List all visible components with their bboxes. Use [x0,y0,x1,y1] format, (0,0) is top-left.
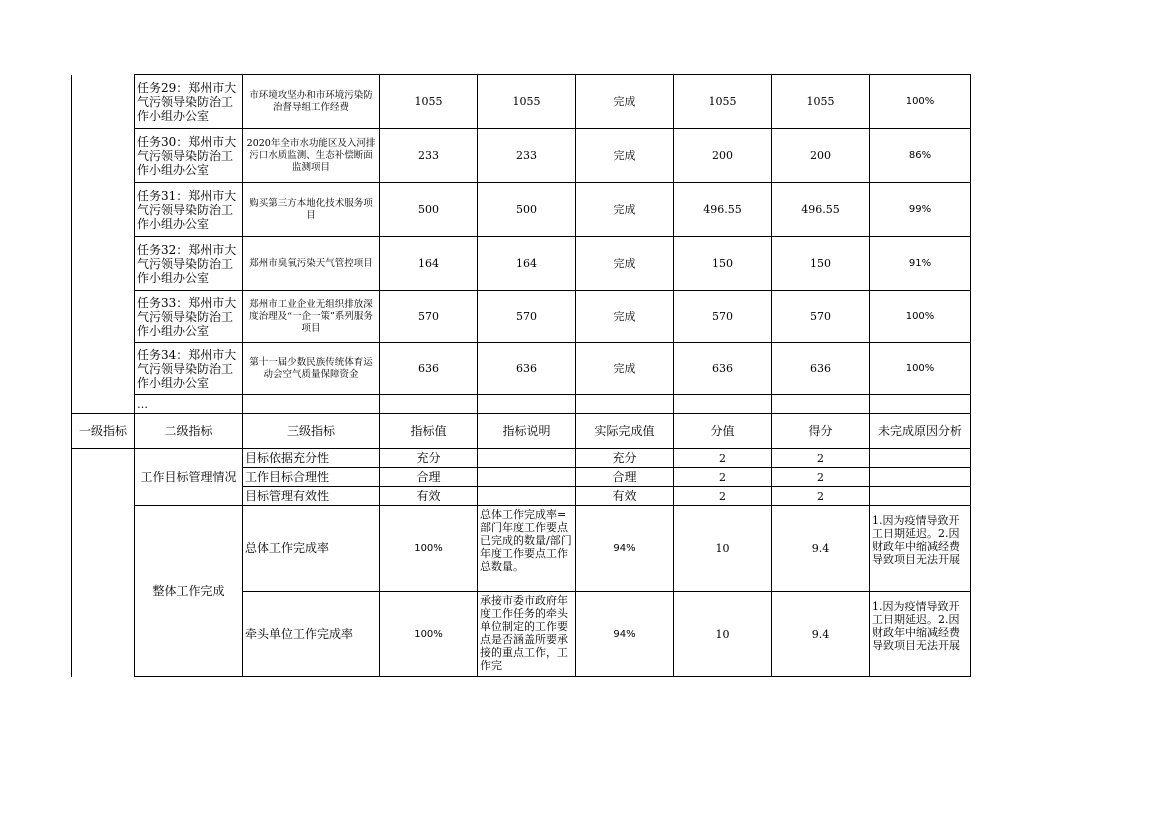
rate-cell: 86% [870,129,971,183]
score-value: 2 [674,487,772,506]
actual-value: 合理 [576,468,674,487]
value-cell: 200 [772,129,870,183]
value-cell: 1055 [380,75,478,129]
performance-table [71,74,971,677]
value-cell: 500 [380,183,478,237]
task-name: 任务30：郑州市大气污领导染防治工作小组办公室 [135,129,243,183]
blank-first-column [72,75,135,414]
got-value: 9.4 [772,506,870,592]
table-row [72,395,971,414]
header-level1: 一级指标 [72,414,135,449]
value-cell: 1055 [772,75,870,129]
header-actual: 实际完成值 [576,414,674,449]
got-value: 2 [772,487,870,506]
project-name: 第十一届少数民族传统体育运动会空气质量保障资金 [243,343,380,395]
indicator-desc-text: 承接市委市政府年度工作任务的牵头单位制定的工作要点是否涵盖所要承接的重点工作，工作完 [480,594,568,672]
table-row [72,183,971,237]
table-row [72,449,971,468]
table-row [72,291,971,343]
actual-value: 94% [576,506,674,592]
empty-cell [243,395,380,414]
status-cell: 完成 [576,75,674,129]
level2-overall: 整体工作完成 [135,506,243,677]
value-cell: 164 [478,237,576,291]
indicator-desc: 总体工作完成率=部门年度工作要点已完成的数量/部门年度工作要点工作总数量。 [478,506,576,592]
header-indicator-desc: 指标说明 [478,414,576,449]
header-score: 分值 [674,414,772,449]
empty-cell [674,395,772,414]
status-cell: 完成 [576,291,674,343]
got-value: 9.4 [772,592,870,677]
empty-cell [870,395,971,414]
value-cell: 233 [478,129,576,183]
header-indicator-value: 指标值 [380,414,478,449]
level3-name: 目标管理有效性 [243,487,380,506]
indicator-desc [478,449,576,468]
rate-cell: 100% [870,75,971,129]
value-cell: 200 [674,129,772,183]
rate-cell: 100% [870,343,971,395]
ellipsis-cell: … [135,395,243,414]
level3-name: 牵头单位工作完成率 [243,592,380,677]
value-cell: 570 [380,291,478,343]
project-name: 郑州市工业企业无组织排放深度治理及“一企一策”系列服务项目 [243,291,380,343]
reason-cell: 1.因为疫情导致开工日期延迟。2.因财政年中缩减经费导致项目无法开展 [870,506,971,592]
header-level2: 二级指标 [135,414,243,449]
header-reason: 未完成原因分析 [870,414,971,449]
value-cell: 570 [674,291,772,343]
rate-cell: 100% [870,291,971,343]
score-value: 2 [674,468,772,487]
actual-value: 充分 [576,449,674,468]
value-cell: 636 [674,343,772,395]
header-level3: 三级指标 [243,414,380,449]
value-cell: 233 [380,129,478,183]
got-value: 2 [772,449,870,468]
project-name: 郑州市臭氧污染天气管控项目 [243,237,380,291]
value-cell: 1055 [674,75,772,129]
table-row [72,237,971,291]
task-name: 任务32：郑州市大气污领导染防治工作小组办公室 [135,237,243,291]
got-value: 2 [772,468,870,487]
value-cell: 150 [772,237,870,291]
reason-cell [870,468,971,487]
value-cell: 570 [772,291,870,343]
score-value: 2 [674,449,772,468]
indicator-value: 合理 [380,468,478,487]
report-sheet [71,74,970,677]
value-cell: 570 [478,291,576,343]
value-cell: 496.55 [772,183,870,237]
indicator-desc [478,592,576,677]
value-cell: 164 [380,237,478,291]
task-name: 任务34：郑州市大气污领导染防治工作小组办公室 [135,343,243,395]
value-cell: 636 [772,343,870,395]
level2-mgmt: 工作目标管理情况 [135,449,243,506]
indicator-header-row [72,414,971,449]
task-name: 任务29：郑州市大气污领导染防治工作小组办公室 [135,75,243,129]
project-name: 2020年全市水功能区及入河排污口水质监测、生态补偿断面监测项目 [243,129,380,183]
empty-cell [380,395,478,414]
header-got: 得分 [772,414,870,449]
level3-name: 总体工作完成率 [243,506,380,592]
indicator-desc [478,468,576,487]
empty-cell [772,395,870,414]
rate-cell: 99% [870,183,971,237]
task-name: 任务31：郑州市大气污领导染防治工作小组办公室 [135,183,243,237]
actual-value: 有效 [576,487,674,506]
reason-cell [870,487,971,506]
value-cell: 1055 [478,75,576,129]
actual-value: 94% [576,592,674,677]
rate-cell: 91% [870,237,971,291]
table-row [72,343,971,395]
project-name: 市环境攻坚办和市环境污染防治督导组工作经费 [243,75,380,129]
indicator-value: 充分 [380,449,478,468]
table-row [72,506,971,592]
reason-cell: 1.因为疫情导致开工日期延迟。2.因财政年中缩减经费导致项目无法开展 [870,592,971,677]
status-cell: 完成 [576,237,674,291]
score-value: 10 [674,506,772,592]
project-name: 购买第三方本地化技术服务项目 [243,183,380,237]
indicator-value: 100% [380,592,478,677]
value-cell: 500 [478,183,576,237]
empty-cell [478,395,576,414]
indicator-value: 有效 [380,487,478,506]
indicator-value: 100% [380,506,478,592]
reason-cell [870,449,971,468]
table-row [72,129,971,183]
blank-level1-cell [72,449,135,677]
indicator-desc [478,487,576,506]
level3-name: 目标依据充分性 [243,449,380,468]
status-cell: 完成 [576,129,674,183]
value-cell: 496.55 [674,183,772,237]
value-cell: 150 [674,237,772,291]
score-value: 10 [674,592,772,677]
empty-cell [576,395,674,414]
status-cell: 完成 [576,183,674,237]
level3-name: 工作目标合理性 [243,468,380,487]
task-name: 任务33：郑州市大气污领导染防治工作小组办公室 [135,291,243,343]
status-cell: 完成 [576,343,674,395]
value-cell: 636 [380,343,478,395]
value-cell: 636 [478,343,576,395]
table-row [72,75,971,129]
